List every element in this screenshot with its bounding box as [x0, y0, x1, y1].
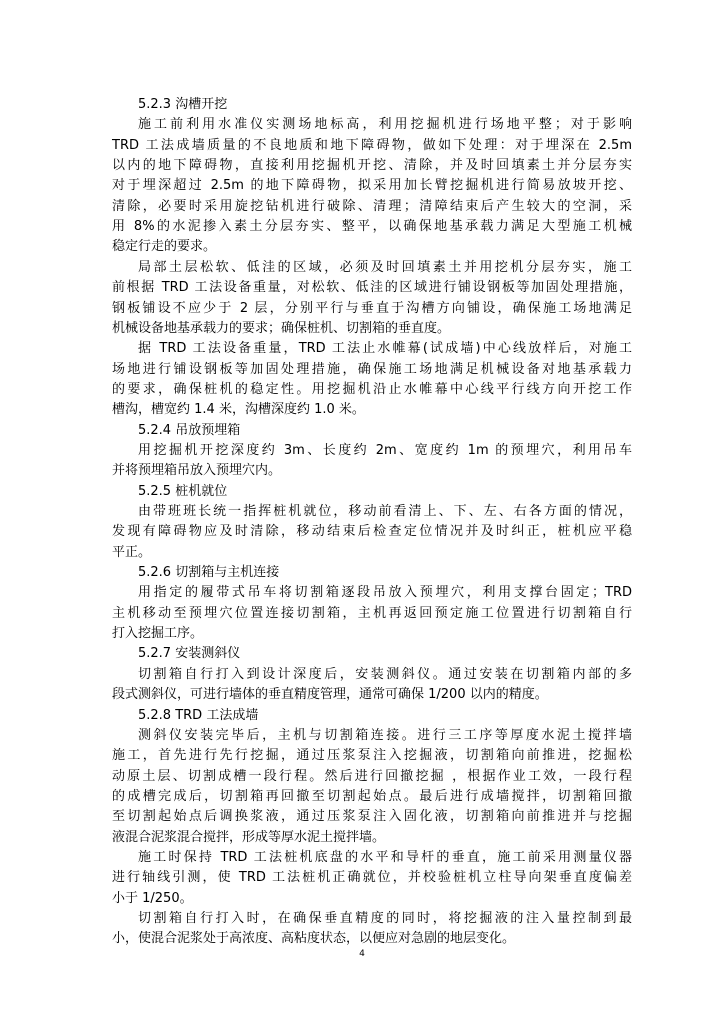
text-line: 前根据 TRD 工法设备重量，对松软、低洼的区域进行铺设钢板等加固处理措施，	[112, 280, 632, 296]
text-line: 液混合泥浆混合搅拌，形成等厚水泥土搅拌墙。	[112, 829, 386, 845]
text-line: 5.2.4 吊放预埋箱	[138, 422, 241, 438]
text-line: 钢板铺设不应少于 2 层，分别平行与垂直于沟槽方向铺设，确保施工场地满足	[112, 300, 632, 316]
text-line: 施工时保持 TRD 工法桩机底盘的水平和导杆的垂直，施工前采用测量仪器	[138, 849, 632, 865]
text-line: 清除，必要时采用旋挖钻机进行破除、清理；清障结束后产生较大的空洞，采	[112, 198, 632, 214]
text-line: 用 8%的水泥掺入素土分层夯实、整平，以确保地基承载力满足大型施工机械	[112, 219, 632, 235]
text-line: 打入挖掘工序。	[112, 626, 204, 642]
text-line: 动原土层、切割成槽一段行程。然后进行回撤挖掘 ，根据作业工效，一段行程	[112, 768, 632, 784]
text-line: 并将预埋箱吊放入预埋穴内。	[112, 463, 282, 479]
text-line: 5.2.6 切割箱与主机连接	[138, 565, 280, 581]
text-line: 5.2.7 安装测斜仪	[138, 646, 241, 662]
text-line: 的要求，确保桩机的稳定性。用挖掘机沿止水帷幕中心线平行线方向开挖工作	[112, 381, 632, 397]
text-line: 段式测斜仪，可进行墙体的垂直精度管理，通常可确保 1/200 以内的精度。	[112, 687, 548, 703]
text-line: 至切割起始点后调换浆液，通过压浆泵注入固化液，切割箱向前推进并与挖掘	[112, 809, 632, 825]
text-line: 小于 1/250。	[112, 890, 193, 906]
text-line: 机械设备地基承载力的要求；确保桩机、切割箱的垂直度。	[112, 320, 451, 336]
text-line: 主机移动至预埋穴位置连接切割箱，主机再返回预定施工位置进行切割箱自行	[112, 605, 632, 621]
text-line: 的成槽完成后，切割箱再回撤至切割起始点。最后进行成墙搅拌，切割箱回撤	[112, 788, 632, 804]
text-line: 切割箱自行打入到设计深度后，安装测斜仪。通过安装在切割箱内部的多	[138, 666, 632, 682]
text-line: 小，使混合泥浆处于高浓度、高粘度状态，以便应对急剧的地层变化。	[112, 931, 516, 947]
text-line: 进行轴线引测，使 TRD 工法桩机正确就位，并校验桩机立柱导向架垂直度偏差	[112, 870, 632, 886]
text-line: 5.2.8 TRD 工法成墙	[138, 707, 259, 723]
text-line: 施工前利用水准仪实测场地标高，利用挖掘机进行场地平整；对于影响	[138, 117, 632, 133]
text-line: 对于埋深超过 2.5m 的地下障碍物，拟采用加长臂挖掘机进行简易放坡开挖、	[112, 178, 632, 194]
text-line: 用挖掘机开挖深度约 3m、长度约 2m、宽度约 1m 的预埋穴，利用吊车	[138, 442, 632, 458]
page-number: 4	[359, 949, 365, 959]
text-line: 施工，首先进行先行挖掘，通过压浆泵注入挖掘液，切割箱向前推进，挖掘松	[112, 748, 632, 764]
text-line: 稳定行走的要求。	[112, 239, 217, 255]
text-line: 据 TRD 工法设备重量，TRD 工法止水帷幕(试成墙)中心线放样后，对施工	[138, 341, 632, 357]
text-line: 测斜仪安装完毕后，主机与切割箱连接。进行三工序等厚度水泥土搅拌墙	[138, 727, 632, 743]
text-line: 5.2.5 桩机就位	[138, 483, 228, 499]
text-line: 切割箱自行打入时，在确保垂直精度的同时，将挖掘液的注入量控制到最	[138, 911, 632, 926]
text-line: 槽沟，槽宽约 1.4 米，沟槽深度约 1.0 米。	[112, 402, 365, 418]
text-line: 发现有障碍物应及时清除，移动结束后检查定位情况并及时纠正，桩机应平稳	[112, 524, 632, 540]
text-line: TRD 工法成墙质量的不良地质和地下障碍物，做如下处理：对于埋深在 2.5m	[112, 137, 632, 153]
text-line: 以内的地下障碍物，直接利用挖掘机开挖、清除，并及时回填素土并分层夯实	[112, 158, 632, 174]
text-line: 用指定的履带式吊车将切割箱逐段吊放入预埋穴，利用支撑台固定；TRD	[138, 585, 632, 601]
text-line: 局部土层松软、低洼的区域，必须及时回填素土并用挖机分层夯实，施工	[138, 259, 632, 275]
text-line: 平正。	[112, 544, 152, 560]
text-line: 场地进行铺设钢板等加固处理措施，确保施工场地满足机械设备对地基承载力	[112, 361, 632, 377]
text-line: 由带班班长统一指挥桩机就位，移动前看清上、下、左、右各方面的情况，	[138, 504, 632, 519]
text-line: 5.2.3 沟槽开挖	[138, 97, 228, 112]
